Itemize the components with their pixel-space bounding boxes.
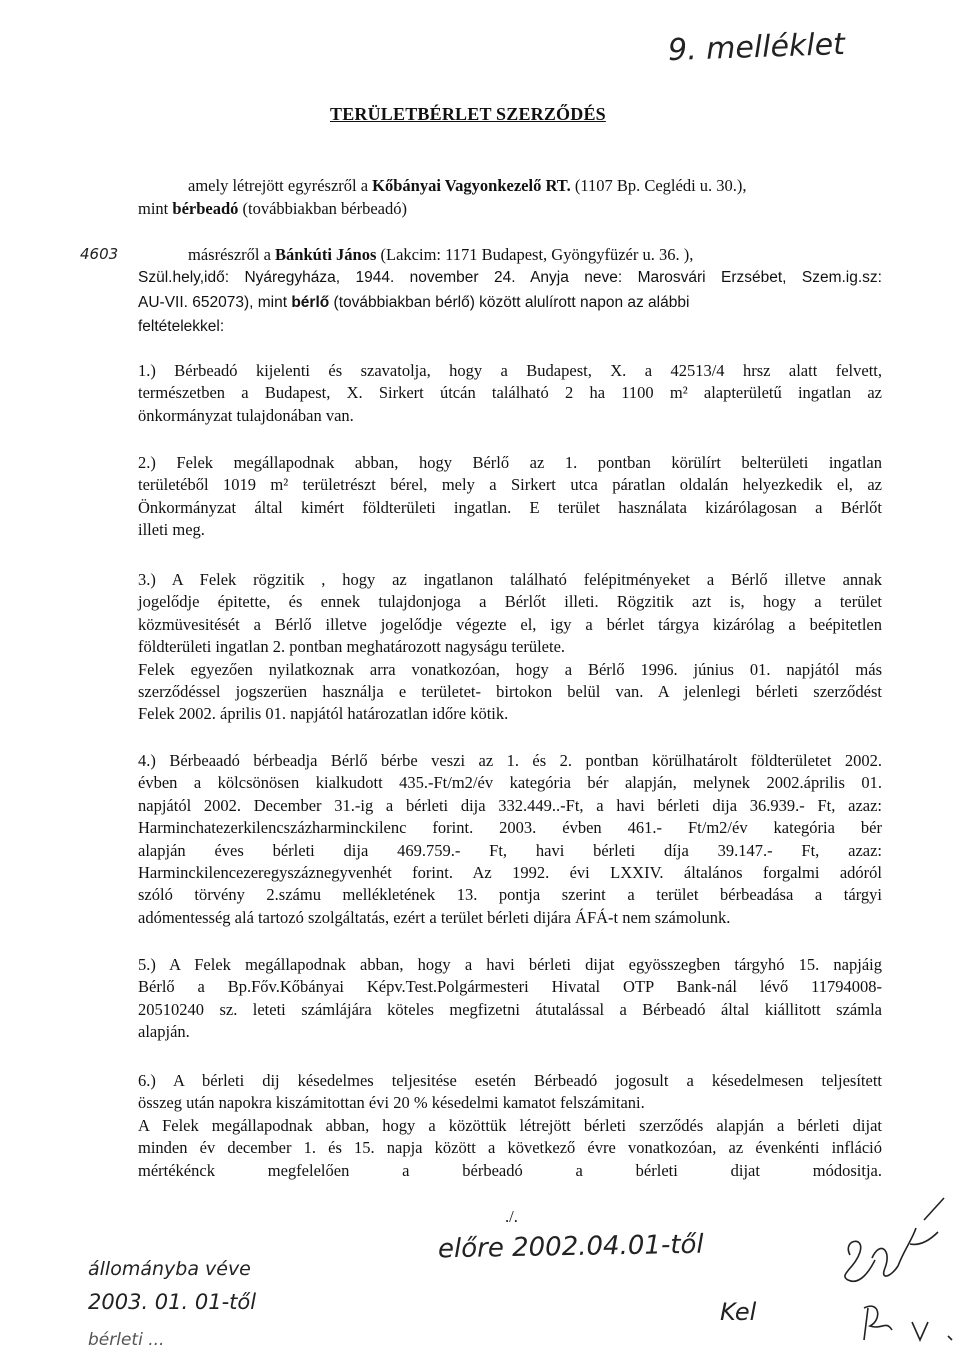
section-3-line: szerződéssel jogszerüen használja e területet- birtokon belül van. A jelenlegi bérleti szerződést bbox=[138, 682, 882, 702]
section-6-line: mértékénck megfelelően a bérbeadó a bérleti dijat módositja. bbox=[138, 1160, 882, 1180]
section-2-line: területéből 1019 m² területrészt bérel, mely a Sirkert utca páratlan oldalán helyezkedik el, az bbox=[138, 475, 882, 495]
section-1-line: önkormányzat tulajdonában van. bbox=[138, 405, 354, 425]
document-title: TERÜLETBÉRLET SZERZŐDÉS bbox=[330, 104, 606, 124]
section-3-line: közmüvesitését a Bérlő illetve jogelődje végezte el, igy a bérlet tárgya kizárólag a beépitetlen bbox=[138, 614, 882, 634]
section-4-line: adómentesség alá tartozó szolgáltatás, ezért a terület bérleti dijára ÁFÁ-t nem számolunk. bbox=[138, 907, 731, 927]
section-4-line: szóló törvény 2.számu mellékletének 13. pontja szerint a terület bérbeadása a tárgyi bbox=[138, 885, 882, 905]
section-4-line: napjától 2002. December 31.-ig a bérleti dija 332.449..-Ft, a havi bérleti dija 36.939.- Ft, azaz: bbox=[138, 795, 882, 815]
section-5-line: Bérlő a Bp.Főv.Kőbányai Képv.Test.Polgármesteri Hivatal OTP Bank-nál lévő 11794008- bbox=[138, 977, 882, 997]
intro-line-1: amely létrejött egyrészről a Kőbányai Vagyonkezelő RT. (1107 Bp. Ceglédi u. 30.), bbox=[188, 176, 747, 195]
section-3-line: földterületi ingatlan 2. pontban meghatározott nagyságu területe. bbox=[138, 637, 566, 657]
section-5-line: alapján. bbox=[138, 1022, 190, 1042]
party2-line-4: feltételekkel: bbox=[138, 318, 225, 335]
party2-line-3: AU-VII. 652073), mint bérlő (továbbiakban bérlő) között alulírott napon az alábbi bbox=[138, 294, 690, 311]
section-6-line: A Felek megállapodnak abban, hogy a közöttük létrejött bérleti szerződés alapján a bérleti dijat bbox=[138, 1115, 882, 1135]
section-6-line: minden év december 1. és 15. napja között a következő évre vonatkozóan, az évenkénti infláció bbox=[138, 1138, 882, 1158]
section-5 bbox=[138, 954, 882, 1044]
section-3-line: Felek egyezően nyilatkoznak arra vonatkozóan, hogy a Bérlő 1996. június 01. napjától más bbox=[138, 659, 882, 679]
handwritten-annex-note: 9. melléklet bbox=[667, 26, 846, 69]
section-3-line: jogelődje épitette, és ennek tulajdonjoga a Bérlőt illeti. Rögzitik azt is, hogy a terület bbox=[138, 592, 882, 612]
signature-lessor bbox=[820, 1180, 960, 1361]
party2-line-2: Szül.hely,idő: Nyáregyháza, 1944. november 24. Anyja neve: Marosvári Erzsébet, Szem.ig.sz: bbox=[138, 269, 882, 286]
section-3-line: 3.) A Felek rögzitik , hogy az ingatlanon található felépitményeket a Bérlő illetve annak bbox=[138, 570, 882, 589]
continuation-mark: ./. bbox=[505, 1207, 518, 1226]
section-1-line: természetben a Budapest, X. Sirkert útcán található 2 ha 1100 m² alapterületű ingatlan az bbox=[138, 383, 882, 403]
section-6 bbox=[138, 1070, 882, 1182]
section-5-line: 20510240 sz. leteti számlájára köteles megfizetni átutalással a Bérbeadó által kiállitott számla bbox=[138, 999, 882, 1019]
section-4-line: Harminchatezerkilencszázharminckilenc forint. 2003. évben 461.- Ft/m2/év kategória bér bbox=[138, 818, 882, 838]
handwritten-registration-note-3: bérleti ... bbox=[88, 1330, 165, 1350]
section-6-line: 6.) A bérleti dij késedelmes teljesitése esetén Bérbeadó jogosult a késedelmesen teljesített bbox=[138, 1071, 882, 1090]
section-4 bbox=[138, 750, 882, 929]
section-2-line: Önkormányzat által kimért földterületi ingatlan. E terület használata kizárólagosan a Bérlőt bbox=[138, 497, 882, 517]
section-3-line: Felek 2002. április 01. napjától határozatlan időre kötik. bbox=[138, 704, 509, 724]
handwritten-registration-note-1: állományba véve bbox=[88, 1258, 251, 1280]
party2-line-1: másrészről a Bánkúti János (Lakcim: 1171 Budapest, Gyöngyfüzér u. 36. ), bbox=[188, 245, 694, 264]
section-2 bbox=[138, 452, 882, 542]
handwritten-margin-number: 4603 bbox=[80, 245, 119, 263]
section-4-line: évben a kölcsönösen kialkudott 435.-Ft/m2/év kategória bér alapján, melynek 2002.április 01. bbox=[138, 773, 882, 793]
section-4-line: Harminckilencezeregyszáznegyvenhét forint. Az 1992. évi LXXIV. általános forgalmi adóról bbox=[138, 863, 882, 883]
section-5-line: 5.) A Felek megállapodnak abban, hogy a havi bérleti dijat egyösszegben tárgyhó 15. napjáig bbox=[138, 955, 882, 974]
handwritten-registration-note-2: 2003. 01. 01-től bbox=[88, 1290, 257, 1314]
section-4-line: 4.) Bérbeaadó bérbeadja Bérlő bérbe veszi az 1. és 2. pontban körülhatárolt földterületet 2002. bbox=[138, 751, 882, 770]
section-6-line: összeg után napokra kiszámitottan évi 20 % késedelmi kamatot felszámitani. bbox=[138, 1093, 645, 1113]
section-2-line: illeti meg. bbox=[138, 520, 205, 540]
section-2-line: 2.) Felek megállapodnak abban, hogy Bérlő az 1. pontban körülírt belterületi ingatlan bbox=[138, 453, 882, 472]
signature-lessee: Kel bbox=[720, 1298, 757, 1326]
intro-line-2: mint bérbeadó (továbbiakban bérbeadó) bbox=[138, 199, 407, 218]
section-3 bbox=[138, 569, 882, 726]
section-1-line: 1.) Bérbeadó kijelenti és szavatolja, hogy a Budapest, X. a 42513/4 hrsz alatt felvett, bbox=[138, 361, 882, 380]
section-4-line: alapján éves bérleti dija 469.759.- Ft, havi bérleti díja 39.147.- Ft, azaz: bbox=[138, 840, 882, 860]
handwritten-validity-note: előre 2002.04.01-től bbox=[437, 1229, 704, 1265]
section-1 bbox=[138, 360, 882, 427]
